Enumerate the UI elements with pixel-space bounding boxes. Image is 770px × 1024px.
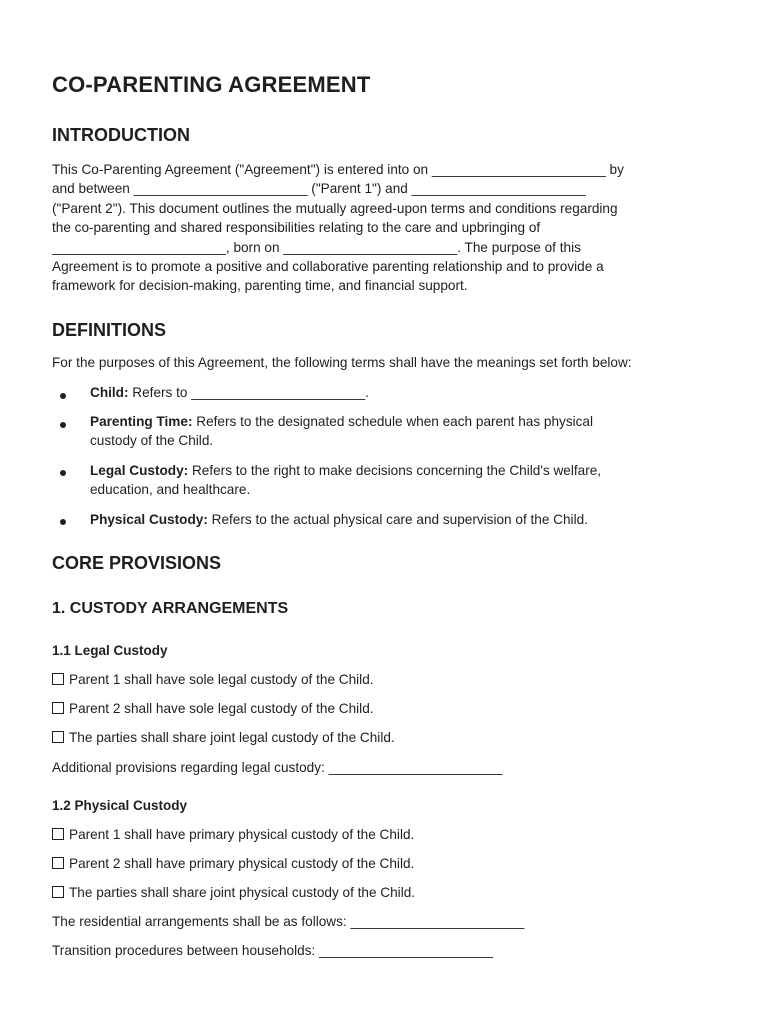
definition-term: Child:: [90, 385, 129, 400]
introduction-paragraph: [52, 160, 717, 296]
physical-option-parent2[interactable]: Parent 2 shall have primary physical custody of the Child.: [52, 856, 414, 871]
definition-term: Physical Custody:: [90, 512, 208, 527]
checkbox-icon[interactable]: [52, 673, 64, 685]
definition-text: education, and healthcare.: [90, 482, 251, 498]
legal-option-parent2[interactable]: Parent 2 shall have sole legal custody of the Child.: [52, 701, 374, 716]
checkbox-icon[interactable]: [52, 702, 64, 714]
introduction-line: This Co-Parenting Agreement ("Agreement") is entered into on _______________________ by: [52, 162, 624, 177]
definitions-intro: For the purposes of this Agreement, the following terms shall have the meanings set forth below:: [52, 355, 632, 370]
physical-option-joint[interactable]: The parties shall share joint physical custody of the Child.: [52, 885, 415, 900]
legal-custody-heading: 1.1 Legal Custody: [52, 643, 168, 658]
custody-arrangements-heading: 1. CUSTODY ARRANGEMENTS: [52, 600, 289, 617]
residential-arrangements: The residential arrangements shall be as follows: _______________________: [52, 914, 525, 929]
legal-option-joint[interactable]: The parties shall share joint legal custody of the Child.: [52, 730, 395, 745]
bullet-icon: [60, 393, 66, 399]
definition-text: Refers to the right to make decisions concerning the Child's welfare,: [191, 463, 602, 478]
bullet-icon: [60, 470, 66, 476]
definition-text: Refers to the actual physical care and supervision of the Child.: [211, 512, 588, 527]
introduction-line: Agreement is to promote a positive and collaborative parenting relationship and to provide a: [52, 259, 604, 275]
introduction-line: and between _______________________ ("Parent 1") and _______________________: [52, 181, 586, 197]
checkbox-icon[interactable]: [52, 886, 64, 898]
definition-term: Legal Custody:: [90, 463, 189, 478]
bullet-icon: [60, 519, 66, 525]
introduction-line: the co-parenting and shared responsibilities relating to the care and upbringing of: [52, 220, 541, 236]
transition-procedures: Transition procedures between households: _______________________: [52, 943, 493, 958]
introduction-heading: INTRODUCTION: [52, 125, 190, 145]
checkbox-icon[interactable]: [52, 731, 64, 743]
definition-text: custody of the Child.: [90, 433, 214, 449]
definitions-heading: DEFINITIONS: [52, 320, 167, 340]
legal-option-parent1[interactable]: Parent 1 shall have sole legal custody of the Child.: [52, 672, 374, 687]
introduction-line: framework for decision-making, parenting time, and financial support.: [52, 278, 468, 294]
bullet-icon: [60, 422, 66, 428]
introduction-line: ("Parent 2"). This document outlines the mutually agreed-upon terms and conditions regarding: [52, 200, 618, 216]
physical-option-parent1[interactable]: Parent 1 shall have primary physical custody of the Child.: [52, 827, 414, 842]
physical-custody-heading: 1.2 Physical Custody: [52, 798, 188, 813]
definition-text: Refers to _______________________.: [132, 385, 369, 400]
core-provisions-heading: CORE PROVISIONS: [52, 553, 222, 573]
document-title: CO-PARENTING AGREEMENT: [52, 72, 371, 97]
definition-term: Parenting Time:: [90, 414, 193, 429]
introduction-line: _______________________, born on _______________________. The purpose of this: [52, 239, 581, 255]
legal-additional-provisions: Additional provisions regarding legal custody: _______________________: [52, 760, 503, 775]
checkbox-icon[interactable]: [52, 828, 64, 840]
definition-text: Refers to the designated schedule when each parent has physical: [196, 414, 594, 429]
checkbox-icon[interactable]: [52, 857, 64, 869]
